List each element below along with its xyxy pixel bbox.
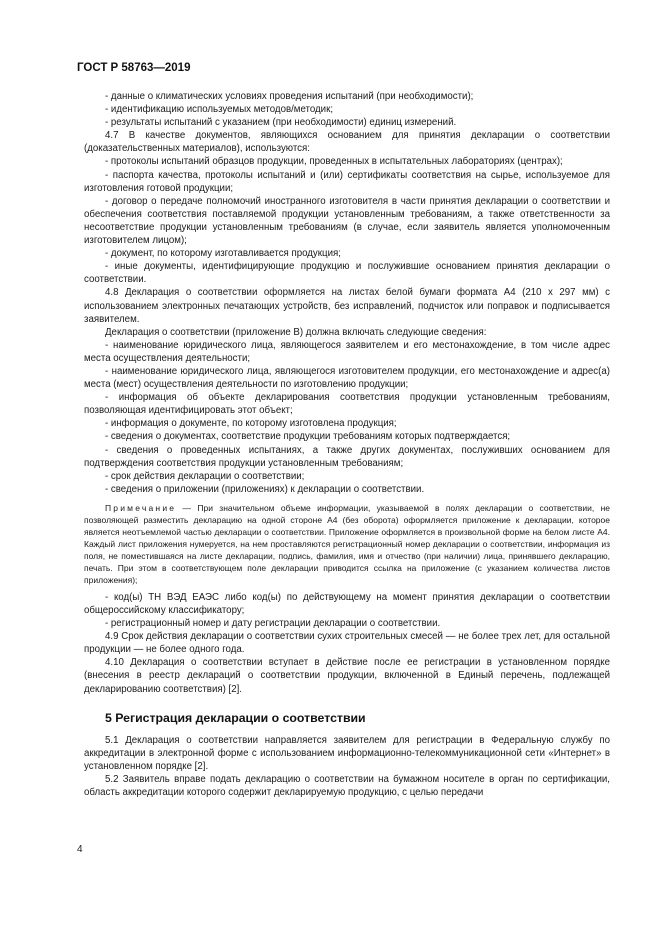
note-text: — При значительном объеме информации, указываемой в полях декларации о соответствии, не позволяющей разместить декларацию на одной стороне А4 (без оборота) оформляется приложение к декларации, которое является неотъемлемой частью декларации о соответствии. Приложение оформляется в произвольной форме на белом листе А4. Каждый лист приложения нумеруется, на нем проставляются регистрационный номер декларации о соответствии, информация из поля, не поместившаяся на листе декларации, подпись, фамилия, имя и отчество (при наличии) лица, принявшего декларацию, печать. При этом в соответствующем поле декларации приводится ссылка на приложение (с указанием количества листов приложения); [84, 502, 610, 585]
paragraph: - информация о документе, по которому изготовлена продукция; [105, 418, 397, 430]
paragraph: - сведения о документах, соответствие продукции требованиям которых подтверждается; [105, 431, 511, 443]
paragraph: - иные документы, идентифицирующие продукцию и послужившие основанием принятия декларации о соответствии. [84, 261, 610, 286]
section-heading: 5 Регистрация декларации о соответствии [105, 710, 366, 725]
paragraph: - сведения о проведенных испытаниях, а также других документах, послуживших основанием для подтверждения соответствия продукции установленным требованиям; [84, 444, 610, 469]
paragraph: 4.7 В качестве документов, являющихся основанием для принятия декларации о соответствии (доказательственных материалов), используются: [84, 130, 610, 155]
paragraph-group-a [84, 90, 610, 496]
paragraph: - документ, по которому изготавливается продукция; [105, 248, 341, 260]
paragraph: - регистрационный номер и дату регистрации декларации о соответствии. [105, 618, 441, 630]
paragraph: - наименование юридического лица, являющегося заявителем и его местонахождение, в том числе адрес места осуществления деятельности; [84, 339, 610, 364]
document-code-header: ГОСТ Р 58763—2019 [77, 62, 191, 74]
page-number: 4 [77, 844, 83, 855]
document-body [84, 90, 610, 799]
paragraph: Декларация о соответствии (приложение В) должна включать следующие сведения: [105, 326, 487, 338]
paragraph: - данные о климатических условиях проведения испытаний (при необходимости); [105, 91, 474, 102]
paragraph: 5.2 Заявитель вправе подать декларацию о соответствии на бумажном носителе в орган по сертификации, область аккредитации которого содержит декларируемую продукцию, с целью передачи [84, 774, 610, 799]
paragraph: 4.9 Срок действия декларации о соответствии сухих строительных смесей — не более трех лет, для остальной продукции — не более одного года. [84, 631, 610, 656]
paragraph: - сведения о приложении (приложениях) к декларации о соответствии. [105, 483, 425, 495]
note-block [84, 502, 610, 586]
note-label: Примечание [105, 502, 177, 513]
paragraph: - результаты испытаний с указанием (при необходимости) единиц измерений. [105, 117, 457, 129]
note-paragraph [84, 502, 610, 586]
paragraph: - протоколы испытаний образцов продукции, проведенных в испытательных лабораториях (центрах); [105, 156, 563, 168]
paragraph: 4.8 Декларация о соответствии оформляется на листах белой бумаги формата А4 (210 х 297 мм) с использованием электронных печатающих устройств, без исправлений, подчисток или поправок и подписывается заявителем. [84, 287, 610, 325]
paragraph-group-b [84, 591, 610, 696]
section-5-body [84, 734, 610, 799]
paragraph: - информация об объекте декларирования соответствия продукции установленным требованиям, позволяющая идентифицировать этот объект; [84, 392, 610, 417]
paragraph: - договор о передаче полномочий иностранного изготовителя в части принятия декларации о соответствии и обеспечения соответствия поставляемой продукции установленным требованиям, а также ответственности за несоответствие продукции установленным требованиям (в случае, если заявитель является уполномоченным изготовителем лицом); [84, 195, 610, 247]
paragraph: - срок действия декларации о соответствии; [105, 470, 305, 482]
paragraph: 4.10 Декларация о соответствии вступает в действие после ее регистрации в установленном порядке (внесения в реестр деклараций о соответствии продукции, включенной в Единый перечень, подлежащей декларированию соответствия) [2]. [84, 657, 610, 695]
paragraph: - паспорта качества, протоколы испытаний и (или) сертификаты соответствия на сырье, используемое для изготовления готовой продукции; [84, 169, 610, 194]
paragraph: 5.1 Декларация о соответствии направляется заявителем для регистрации в Федеральную службу по аккредитации в электронной форме с использованием информационно-телекоммуникационной сети «Интернет» в установленном порядке [2]. [84, 734, 610, 772]
paragraph: - наименование юридического лица, являющегося изготовителем продукции, его местонахождение и адрес(а) места (мест) осуществления деятельности по изготовлению продукции; [84, 365, 610, 391]
paragraph: - код(ы) ТН ВЭД ЕАЭС либо код(ы) по действующему на момент принятия декларации о соответствии общероссийскому классификатору; [84, 591, 610, 616]
paragraph: - идентификацию используемых методов/методик; [105, 104, 334, 116]
